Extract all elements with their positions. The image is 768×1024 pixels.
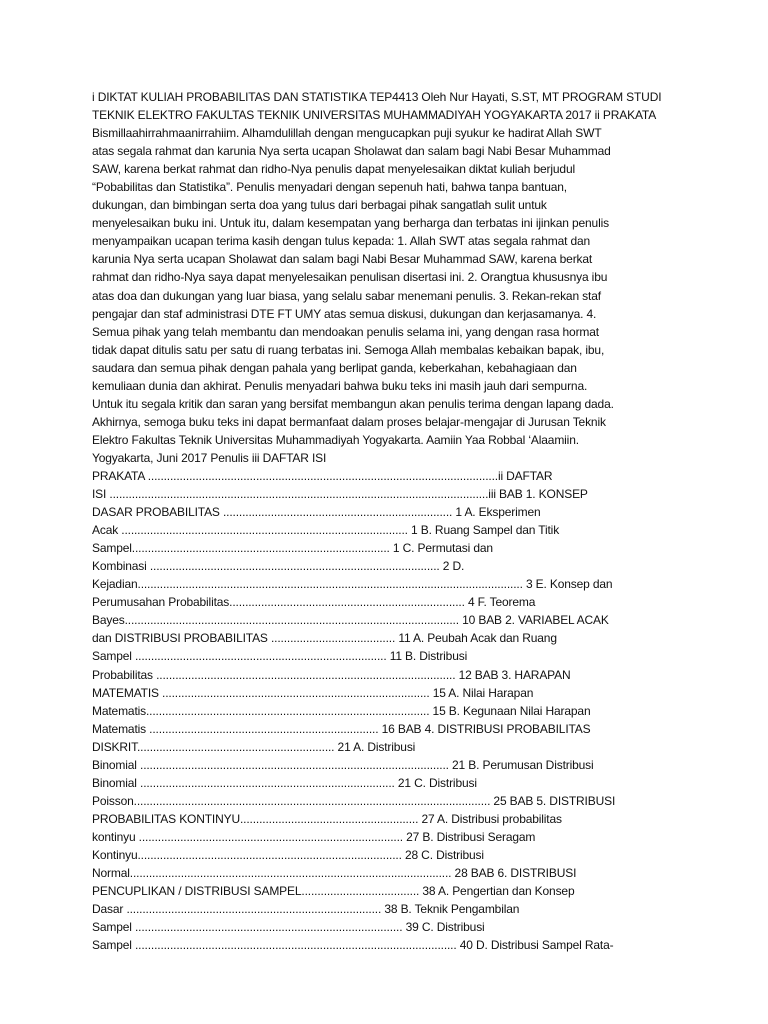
- text-line: kemuliaan dunia dan akhirat. Penulis menyadari bahwa buku teks ini masih jauh dari sempurna.: [92, 378, 588, 393]
- text-line: SAW, karena berkat rahmat dan ridho-Nya penulis dapat menyelesaikan diktat kuliah berjudul: [92, 162, 576, 177]
- text-line: Acak .......................................................................................... 1 B. Ruang Sampel dan Titik: [92, 523, 560, 538]
- text-line: Poisson................................................................................................................ 25 BAB 5. DISTRIBUSI: [92, 793, 616, 808]
- text-line: Yogyakarta, Juni 2017 Penulis iii DAFTAR ISI: [92, 450, 327, 465]
- text-line: atas doa dan dukungan yang luar biasa, yang selalu sabar menemani penulis. 3. Rekan-rekan staf: [92, 288, 601, 303]
- text-line: rahmat dan ridho-Nya saya dapat menyelesaikan penulisan disertasi ini. 2. Orangtua khususnya ibu: [92, 270, 608, 285]
- text-line: Akhirnya, semoga buku teks ini dapat bermanfaat dalam proses belajar-mengajar di Jurusan Teknik: [92, 414, 606, 429]
- text-line: saudara dan semua pihak dengan pahala yang berlipat ganda, keberkahan, kebahagiaan dan: [92, 360, 577, 375]
- text-line: Matematis ........................................................................ 16 BAB 4. DISTRIBUSI PROBABILITAS: [92, 721, 591, 736]
- text-line: “Pobabilitas dan Statistika”. Penulis menyadari dengan sepenuh hati, bahwa tanpa bantuan,: [92, 180, 567, 195]
- text-line: Kombinasi ........................................................................................... 2 D.: [92, 559, 465, 574]
- text-line: MATEMATIS .................................................................................... 15 A. Nilai Harapan: [92, 685, 534, 700]
- text-line: Bayes......................................................................................................... 10 BAB 2. VARIABEL ACAK: [92, 613, 609, 628]
- text-line: Sampel ............................................................................... 11 B. Distribusi: [92, 649, 468, 664]
- text-line: dukungan, dan bimbingan serta doa yang tulus dari berbagai pihak sangatlah sulit untuk: [92, 198, 547, 213]
- text-line: atas segala rahmat dan karunia Nya serta ucapan Sholawat dan salam bagi Nabi Besar Muhammad: [92, 144, 611, 159]
- text-line: Kontinyu................................................................................... 28 C. Distribusi: [92, 847, 484, 862]
- text-line: Sampel .................................................................................... 39 C. Distribusi: [92, 920, 485, 935]
- text-line: Sampel ..................................................................................................... 40 D. Distribusi Sampel Rata-: [92, 938, 614, 953]
- text-line: Kejadian......................................................................................................................... 3 E. Konsep dan: [92, 577, 613, 592]
- text-line: pengajar dan staf administrasi DTE FT UMY atas semua diskusi, dukungan dan kerjasamanya. 4.: [92, 306, 597, 321]
- text-line: Semua pihak yang telah membantu dan mendoakan penulis selama ini, yang dengan rasa hormat: [92, 324, 599, 339]
- text-line: karunia Nya serta ucapan Sholawat dan salam bagi Nabi Besar Muhammad SAW, karena berkat: [92, 252, 593, 267]
- text-line: Perumusahan Probabilitas.......................................................................... 4 F. Teorema: [92, 595, 536, 610]
- text-line: ISI .......................................................................................................................iii BAB 1. KONSEP: [92, 487, 588, 502]
- text-line: DISKRIT.............................................................. 21 A. Distribusi: [92, 739, 416, 754]
- text-line: Elektro Fakultas Teknik Universitas Muhammadiyah Yogyakarta. Aamiin Yaa Robbal ‘Alaamiin.: [92, 432, 579, 447]
- text-line: menyelesaikan buku ini. Untuk itu, dalam kesempatan yang berharga dan terbatas ini ijinkan penulis: [92, 216, 609, 231]
- text-line: kontinyu ................................................................................... 27 B. Distribusi Seragam: [92, 829, 536, 844]
- text-line: menyampaikan ucapan terima kasih dengan tulus kepada: 1. Allah SWT atas segala rahmat dan: [92, 234, 591, 249]
- text-line: PRAKATA ..............................................................................................................ii DAFTAR: [92, 468, 553, 483]
- text-line: PROBABILITAS KONTINYU........................................................ 27 A. Distribusi probabilitas: [92, 811, 562, 826]
- text-line: Dasar ................................................................................ 38 B. Teknik Pengambilan: [92, 902, 520, 917]
- text-line: Sampel................................................................................. 1 C. Permutasi dan: [92, 541, 493, 556]
- text-line: Probabilitas .............................................................................................. 12 BAB 3. HARAPAN: [92, 667, 571, 682]
- text-line: Matematis......................................................................................... 15 B. Kegunaan Nilai Harapan: [92, 703, 591, 718]
- text-line: PENCUPLIKAN / DISTRIBUSI SAMPEL..................................... 38 A. Pengertian dan Konsep: [92, 884, 575, 899]
- text-line: i DIKTAT KULIAH PROBABILITAS DAN STATISTIKA TEP4413 Oleh Nur Hayati, S.ST, MT PROGRAM STUDI: [92, 90, 662, 104]
- document-page: [92, 88, 672, 954]
- text-line: Binomial ................................................................................................. 21 B. Perumusan Distribusi: [92, 757, 594, 772]
- text-line: Binomial ................................................................................ 21 C. Distribusi: [92, 775, 477, 790]
- text-line: Untuk itu segala kritik dan saran yang bersifat membangun akan penulis terima dengan lapang dada.: [92, 396, 614, 411]
- text-line: Normal..................................................................................................... 28 BAB 6. DISTRIBUSI: [92, 866, 577, 881]
- text-line: Bismillaahirrahmaanirrahiim. Alhamdulillah dengan mengucapkan puji syukur ke hadirat Allah SWT: [92, 126, 602, 141]
- text-line: DASAR PROBABILITAS ........................................................................ 1 A. Eksperimen: [92, 505, 541, 520]
- text-line: TEKNIK ELEKTRO FAKULTAS TEKNIK UNIVERSITAS MUHAMMADIYAH YOGYAKARTA 2017 ii PRAKATA: [92, 108, 657, 123]
- text-line: tidak dapat ditulis satu per satu di ruang terbatas ini. Semoga Allah membalas kebaikan bapak, ibu,: [92, 342, 605, 357]
- text-line: dan DISTRIBUSI PROBABILITAS ....................................... 11 A. Peubah Acak dan Ruang: [92, 631, 557, 646]
